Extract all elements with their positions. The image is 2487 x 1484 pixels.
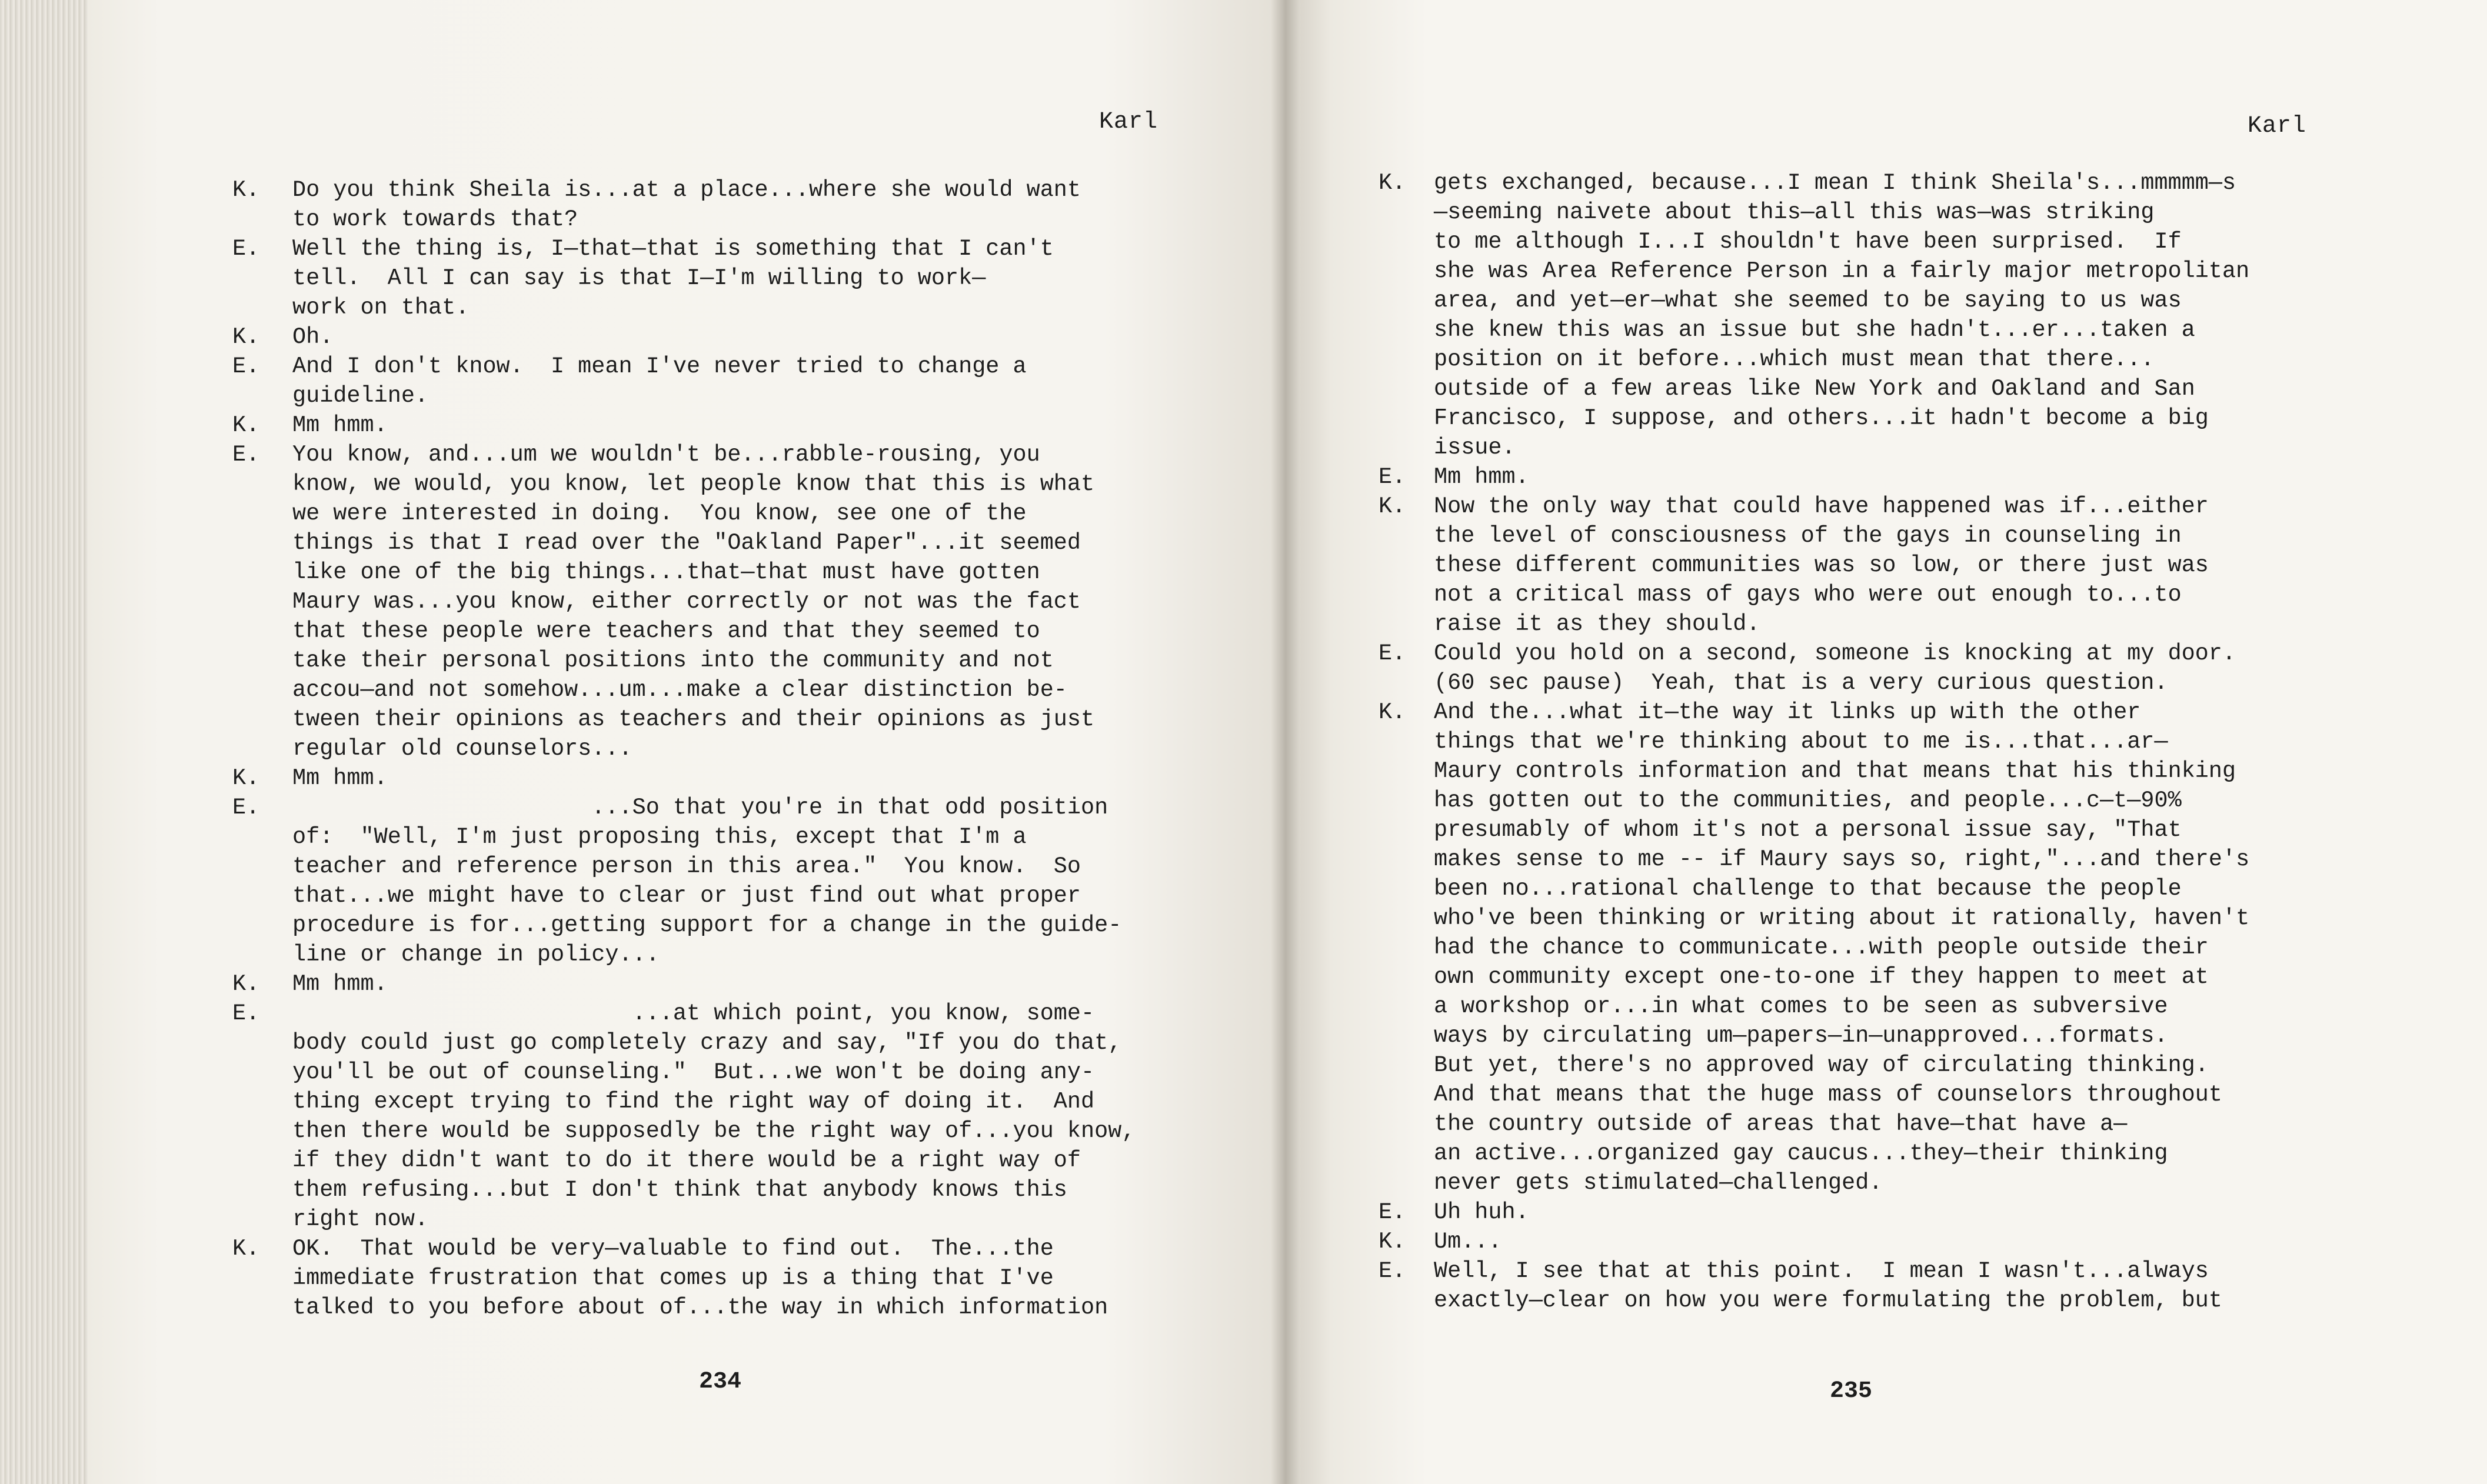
utterance-text: You know, and...um we wouldn't be...rabble-rousing, you	[292, 442, 1040, 468]
speaker-label: E.	[232, 442, 260, 468]
speaker-label: E.	[232, 795, 260, 821]
speaker-label: E.	[232, 354, 260, 379]
transcript-line	[1379, 1021, 2343, 1051]
transcript-line	[232, 1234, 1203, 1263]
transcript-line	[232, 969, 1203, 999]
transcript-line	[232, 1028, 1203, 1058]
utterance-text: not a critical mass of gays who were out enough to...to	[1434, 582, 2182, 608]
transcript-line	[1379, 1051, 2343, 1080]
transcript-line	[232, 763, 1203, 793]
utterance-text: work on that.	[292, 295, 470, 321]
utterance-text: them refusing...but I don't think that anybody knows this	[292, 1177, 1067, 1203]
utterance-text: we were interested in doing. You know, see one of the	[292, 501, 1027, 526]
transcript-line	[232, 264, 1203, 293]
utterance-text: to me although I...I shouldn't have been surprised. If	[1434, 229, 2182, 255]
utterance-text: ...at which point, you know, some-	[292, 1001, 1095, 1026]
transcript-line	[1379, 1139, 2343, 1168]
utterance-text: the level of consciousness of the gays in counseling in	[1434, 523, 2182, 549]
transcript-line	[1379, 756, 2343, 786]
utterance-text: to work towards that?	[292, 206, 578, 232]
utterance-text: guideline.	[292, 383, 429, 409]
utterance-text: a workshop or...in what comes to be seen as subversive	[1434, 993, 2168, 1019]
right-transcript	[1379, 168, 2343, 1315]
transcript-line	[1379, 1286, 2343, 1315]
transcript-line	[1379, 1168, 2343, 1198]
speaker-label: E.	[232, 1001, 260, 1026]
transcript-line	[232, 1146, 1203, 1175]
speaker-label: E.	[1379, 464, 1406, 490]
utterance-text: Well, I see that at this point. I mean I wasn't...always	[1434, 1258, 2209, 1284]
utterance-text: Um...	[1434, 1229, 1502, 1255]
transcript-line	[1379, 1256, 2343, 1286]
transcript-line	[232, 734, 1203, 763]
transcript-line	[232, 616, 1203, 646]
utterance-text: presumably of whom it's not a personal issue say, "That	[1434, 817, 2182, 843]
speaker-label: K.	[1379, 170, 1406, 196]
speaker-label: K.	[232, 765, 260, 791]
transcript-line	[1379, 668, 2343, 698]
transcript-line	[232, 705, 1203, 734]
utterance-text: Mm hmm.	[1434, 464, 1529, 490]
transcript-line	[232, 175, 1203, 205]
transcript-line	[1379, 698, 2343, 727]
utterance-text: Uh huh.	[1434, 1199, 1529, 1225]
transcript-line	[1379, 227, 2343, 256]
utterance-text: Mm hmm.	[292, 765, 388, 791]
utterance-text: if they didn't want to do it there would be a right way of	[292, 1148, 1081, 1173]
utterance-text: makes sense to me -- if Maury says so, right,"...and there's	[1434, 846, 2250, 872]
transcript-line	[1379, 1198, 2343, 1227]
transcript-line	[232, 469, 1203, 499]
utterance-text: Maury controls information and that means that his thinking	[1434, 758, 2236, 784]
book-gutter	[1271, 0, 1300, 1484]
utterance-text: of: "Well, I'm just proposing this, except that I'm a	[292, 824, 1027, 850]
speaker-label: K.	[1379, 493, 1406, 519]
left-transcript	[232, 175, 1203, 1322]
utterance-text: OK. That would be very—valuable to find out. The...the	[292, 1236, 1054, 1262]
utterance-text: —seeming naivete about this—all this was—was striking	[1434, 199, 2155, 225]
utterance-text: thing except trying to find the right way of doing it. And	[292, 1089, 1095, 1115]
utterance-text: that...we might have to clear or just find out what proper	[292, 883, 1081, 909]
utterance-text: been no...rational challenge to that because the people	[1434, 876, 2182, 902]
transcript-line	[232, 558, 1203, 587]
transcript-line	[1379, 903, 2343, 933]
transcript-line	[232, 999, 1203, 1028]
transcript-line	[1379, 933, 2343, 962]
transcript-line	[1379, 845, 2343, 874]
transcript-line	[1379, 256, 2343, 286]
utterance-text: know, we would, you know, let people know that this is what	[292, 471, 1095, 497]
speaker-label: K.	[232, 412, 260, 438]
utterance-text: line or change in policy...	[292, 942, 660, 968]
speaker-label: K.	[232, 1236, 260, 1262]
utterance-text: regular old counselors...	[292, 736, 632, 762]
utterance-text: ...So that you're in that odd position	[292, 795, 1108, 821]
transcript-line	[232, 852, 1203, 881]
right-page-number: 235	[1830, 1378, 1873, 1405]
transcript-line	[232, 381, 1203, 411]
transcript-line	[1379, 345, 2343, 374]
transcript-line	[232, 940, 1203, 969]
utterance-text: issue.	[1434, 435, 1516, 461]
transcript-line	[232, 411, 1203, 440]
utterance-text: tween their opinions as teachers and their opinions as just	[292, 706, 1095, 732]
speaker-label: K.	[232, 177, 260, 203]
utterance-text: teacher and reference person in this area." You know. So	[292, 853, 1081, 879]
utterance-text: she was Area Reference Person in a fairly major metropolitan	[1434, 258, 2250, 284]
transcript-line	[232, 587, 1203, 616]
transcript-line	[232, 822, 1203, 852]
transcript-line	[1379, 786, 2343, 815]
utterance-text: had the chance to communicate...with people outside their	[1434, 935, 2209, 961]
transcript-line	[232, 1293, 1203, 1322]
utterance-text: an active...organized gay caucus...they—their thinking	[1434, 1140, 2168, 1166]
transcript-line	[232, 1205, 1203, 1234]
utterance-text: And that means that the huge mass of counselors throughout	[1434, 1082, 2223, 1108]
transcript-line	[1379, 580, 2343, 609]
transcript-line	[232, 1116, 1203, 1146]
transcript-line	[1379, 433, 2343, 462]
utterance-text: then there would be supposedly be the right way of...you know,	[292, 1118, 1136, 1144]
utterance-text: take their personal positions into the community and not	[292, 648, 1054, 673]
utterance-text: accou—and not somehow...um...make a clear distinction be-	[292, 677, 1067, 703]
speaker-label: E.	[232, 236, 260, 262]
transcript-line	[1379, 374, 2343, 403]
utterance-text: body could just go completely crazy and say, "If you do that,	[292, 1030, 1122, 1056]
transcript-line	[1379, 198, 2343, 227]
utterance-text: right now.	[292, 1206, 429, 1232]
transcript-line	[232, 205, 1203, 234]
utterance-text: who've been thinking or writing about it rationally, haven't	[1434, 905, 2250, 931]
transcript-line	[232, 1087, 1203, 1116]
transcript-line	[232, 1175, 1203, 1205]
transcript-line	[1379, 815, 2343, 845]
utterance-text: (60 sec pause) Yeah, that is a very curious question.	[1434, 670, 2168, 696]
transcript-line	[1379, 551, 2343, 580]
transcript-line	[1379, 286, 2343, 315]
utterance-text: things is that I read over the "Oakland Paper"...it seemed	[292, 530, 1081, 556]
utterance-text: tell. All I can say is that I—I'm willing to work—	[292, 265, 986, 291]
transcript-line	[1379, 462, 2343, 492]
utterance-text: outside of a few areas like New York and Oakland and San	[1434, 376, 2195, 402]
transcript-line	[1379, 1227, 2343, 1256]
transcript-line	[232, 440, 1203, 469]
speaker-label: K.	[1379, 1229, 1406, 1255]
transcript-line	[1379, 168, 2343, 198]
transcript-line	[232, 1263, 1203, 1293]
utterance-text: Oh.	[292, 324, 334, 350]
transcript-line	[1379, 1080, 2343, 1109]
utterance-text: gets exchanged, because...I mean I think Sheila's...mmmmm—s	[1434, 170, 2236, 196]
transcript-line	[232, 499, 1203, 528]
speaker-label: K.	[1379, 699, 1406, 725]
utterance-text: raise it as they should.	[1434, 611, 1760, 637]
utterance-text: Could you hold on a second, someone is knocking at my door.	[1434, 641, 2236, 666]
transcript-line	[1379, 639, 2343, 668]
utterance-text: Mm hmm.	[292, 412, 388, 438]
utterance-text: has gotten out to the communities, and people...c—t—90%	[1434, 788, 2182, 813]
utterance-text: the country outside of areas that have—that have a—	[1434, 1111, 2128, 1137]
utterance-text: ways by circulating um—papers—in—unapproved...formats.	[1434, 1023, 2168, 1049]
utterance-text: never gets stimulated—challenged.	[1434, 1170, 1883, 1196]
utterance-text: you'll be out of counseling." But...we won't be doing any-	[292, 1059, 1095, 1085]
right-running-head: Karl	[2248, 113, 2307, 139]
transcript-line	[232, 293, 1203, 322]
speaker-label: E.	[1379, 1258, 1406, 1284]
transcript-line	[1379, 962, 2343, 992]
transcript-line	[232, 352, 1203, 381]
transcript-line	[1379, 992, 2343, 1021]
transcript-line	[232, 911, 1203, 940]
utterance-text: Mm hmm.	[292, 971, 388, 997]
utterance-text: that these people were teachers and that they seemed to	[292, 618, 1040, 644]
transcript-line	[232, 1058, 1203, 1087]
utterance-text: Maury was...you know, either correctly or not was the fact	[292, 589, 1081, 615]
utterance-text: Do you think Sheila is...at a place...where she would want	[292, 177, 1081, 203]
utterance-text: And the...what it—the way it links up with the other	[1434, 699, 2141, 725]
transcript-line	[1379, 874, 2343, 903]
transcript-line	[1379, 1109, 2343, 1139]
utterance-text: Francisco, I suppose, and others...it hadn't become a big	[1434, 405, 2209, 431]
speaker-label: K.	[232, 971, 260, 997]
transcript-line	[1379, 727, 2343, 756]
utterance-text: procedure is for...getting support for a change in the guide-	[292, 912, 1122, 938]
left-page-number: 234	[699, 1369, 742, 1395]
speaker-label: E.	[1379, 1199, 1406, 1225]
utterance-text: things that we're thinking about to me is...that...ar—	[1434, 729, 2168, 755]
transcript-line	[232, 528, 1203, 558]
transcript-line	[1379, 492, 2343, 521]
transcript-line	[1379, 521, 2343, 551]
utterance-text: she knew this was an issue but she hadn't...er...taken a	[1434, 317, 2195, 343]
speaker-label: K.	[232, 324, 260, 350]
transcript-line	[1379, 609, 2343, 639]
utterance-text: area, and yet—er—what she seemed to be saying to us was	[1434, 288, 2182, 314]
utterance-text: these different communities was so low, or there just was	[1434, 552, 2209, 578]
utterance-text: like one of the big things...that—that must have gotten	[292, 559, 1040, 585]
transcript-line	[1379, 315, 2343, 345]
transcript-line	[232, 881, 1203, 911]
utterance-text: immediate frustration that comes up is a thing that I've	[292, 1265, 1054, 1291]
transcript-line	[1379, 403, 2343, 433]
utterance-text: Now the only way that could have happened was if...either	[1434, 493, 2209, 519]
speaker-label: E.	[1379, 641, 1406, 666]
transcript-line	[232, 793, 1203, 822]
transcript-line	[232, 234, 1203, 264]
utterance-text: own community except one-to-one if they happen to meet at	[1434, 964, 2209, 990]
utterance-text: But yet, there's no approved way of circulating thinking.	[1434, 1052, 2209, 1078]
utterance-text: Well the thing is, I—that—that is something that I can't	[292, 236, 1054, 262]
utterance-text: exactly—clear on how you were formulating the problem, but	[1434, 1288, 2223, 1313]
left-running-head: Karl	[1099, 109, 1158, 135]
transcript-line	[232, 646, 1203, 675]
utterance-text: And I don't know. I mean I've never tried to change a	[292, 354, 1027, 379]
utterance-text: talked to you before about of...the way in which information	[292, 1295, 1108, 1320]
transcript-line	[232, 322, 1203, 352]
transcript-line	[232, 675, 1203, 705]
utterance-text: position on it before...which must mean that there...	[1434, 346, 2155, 372]
